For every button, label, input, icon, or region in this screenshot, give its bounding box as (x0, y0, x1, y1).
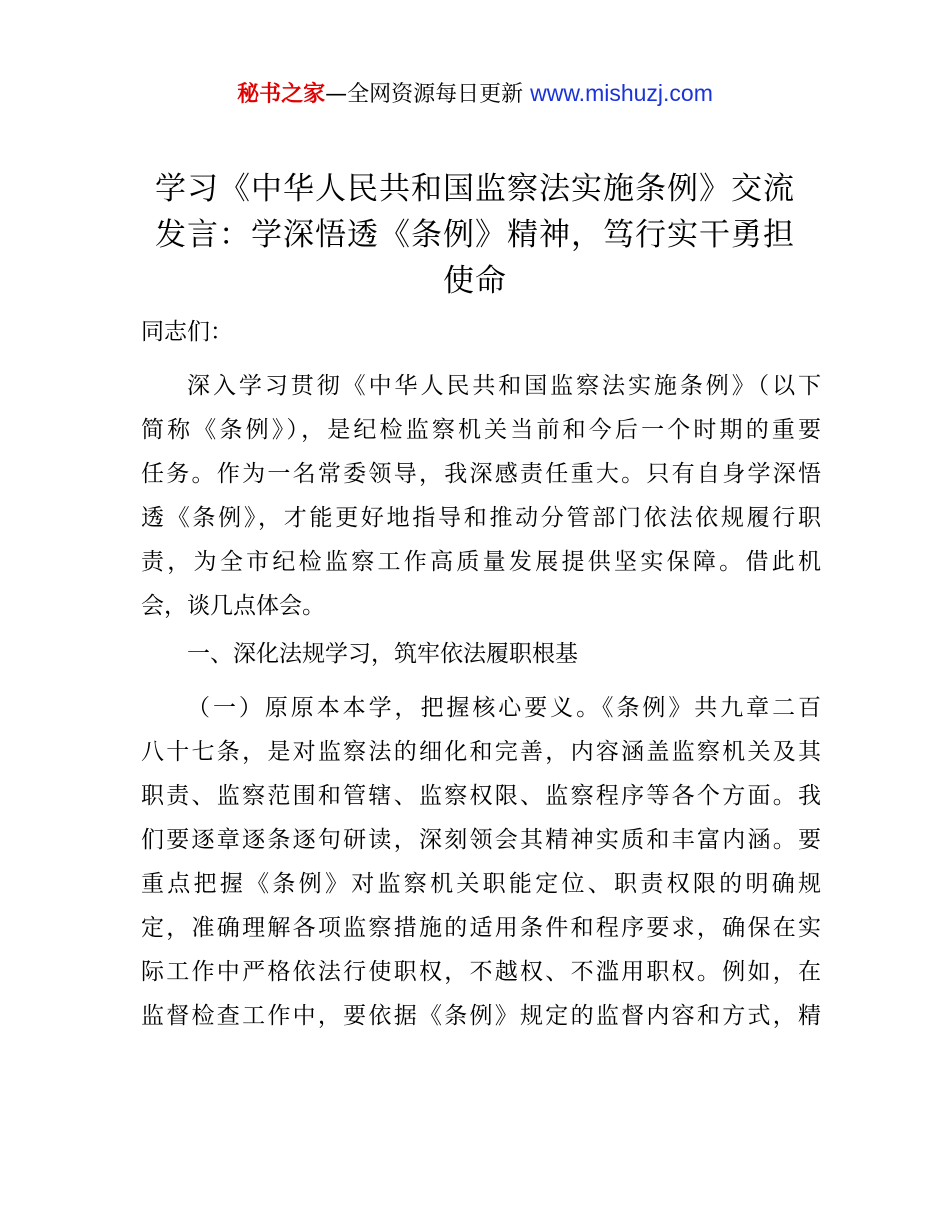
site-url-link[interactable]: www.mishuzj.com (530, 80, 713, 106)
text-line: 任务。作为一名常委领导，我深感责任重大。只有自身学深悟 (141, 461, 821, 487)
text-line: 责，为全市纪检监察工作高质量发展提供坚实保障。借此机 (141, 549, 821, 575)
text-line: （一）原原本本学，把握核心要义。《条例》共九章二百 (187, 695, 821, 721)
text-line: 际工作中严格依法行使职权，不越权、不滥用职权。例如，在 (141, 959, 821, 985)
text-line: 简称《条例》），是纪检监察机关当前和今后一个时期的重要 (141, 417, 821, 443)
section-heading-text: 一、深化法规学习，筑牢依法履职根基 (187, 641, 578, 667)
section-heading (141, 632, 821, 676)
text-line: 职责、监察范围和管辖、监察权限、监察程序等各个方面。我 (141, 783, 821, 809)
paragraph-section-1-1 (141, 686, 821, 1038)
text-line: 会，谈几点体会。 (141, 593, 325, 619)
title-line: 使命 (443, 263, 507, 299)
text-line: 深入学习贯彻《中华人民共和国监察法实施条例》（以下 (187, 373, 821, 399)
text-line: 八十七条，是对监察法的细化和完善，内容涵盖监察机关及其 (141, 739, 821, 765)
text-line: 重点把握《条例》对监察机关职能定位、职责权限的明确规 (141, 871, 821, 897)
text-line: 们要逐章逐条逐句研读，深刻领会其精神实质和丰富内涵。要 (141, 827, 821, 853)
title-line: 发言：学深悟透《条例》精神，笃行实干勇担 (155, 217, 795, 253)
text-line: 监督检查工作中，要依据《条例》规定的监督内容和方式，精 (141, 1003, 821, 1029)
document-title (110, 166, 840, 304)
text-line: 透《条例》，才能更好地指导和推动分管部门依法依规履行职 (141, 505, 821, 531)
title-line: 学习《中华人民共和国监察法实施条例》交流 (155, 171, 795, 207)
paragraph-intro (141, 364, 821, 628)
text-line: 定，准确理解各项监察措施的适用条件和程序要求，确保在实 (141, 915, 821, 941)
site-brand: 秘书之家 (237, 82, 326, 107)
site-banner (0, 78, 950, 110)
site-tagline: —全网资源每日更新 (325, 82, 524, 107)
salutation: 同志们： (141, 319, 233, 345)
